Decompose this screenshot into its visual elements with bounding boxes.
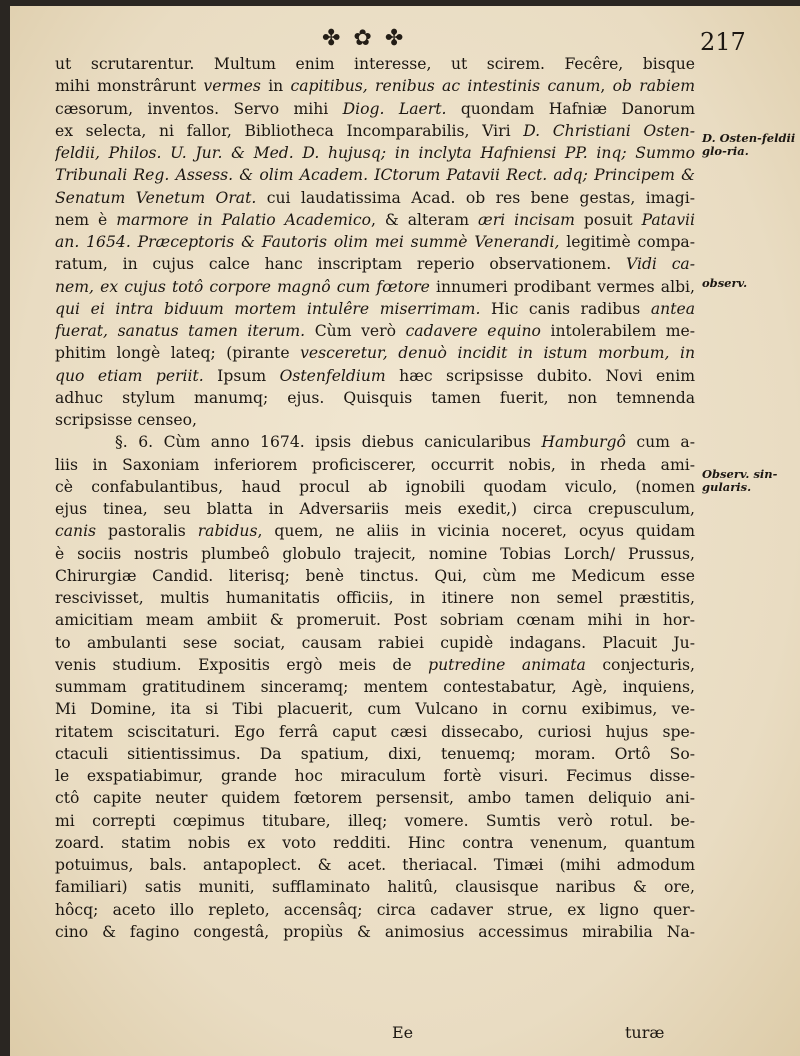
text-line [55, 765, 695, 787]
italic-segment: Vidi ca- [625, 255, 695, 274]
text-segment: cum a- [625, 433, 695, 452]
text-segment: hôcq; aceto illo repleto, accensâq; circa cadaver strue, ex ligno quer- [55, 900, 695, 919]
text-line [55, 899, 695, 921]
text-segment: scripsisse censeo, [55, 411, 197, 429]
text-segment: mihi monstrârunt [55, 77, 204, 96]
text-segment: cè confabulantibus, haud procul ab ignobili quodam viculo, (nomen [55, 477, 695, 496]
ornament: ✤ ✿ ✤ [322, 26, 407, 51]
text-segment: hæc scripsisse dubito. Novi enim [385, 366, 695, 385]
text-line [55, 854, 695, 876]
text-line [55, 921, 695, 943]
text-segment: adhuc stylum manumq; ejus. Quisquis tamen fuerit, non temnenda [55, 388, 695, 407]
text-segment: intolerabilem me- [540, 322, 695, 340]
text-segment: quondam Hafniæ Danorum [446, 99, 695, 118]
italic-segment: vermes [203, 77, 261, 96]
italic-segment: Hamburgô [541, 433, 626, 452]
text-segment: amicitiam meam ambiit & promeruit. Post sobriam cœnam mihi in hor- [55, 611, 695, 630]
text-segment: venis studium. Expositis ergò meis de [55, 655, 429, 674]
text-segment: ctaculi sitientissimus. Da spatium, dixi, tenuemq; moram. Ortô So- [55, 744, 695, 763]
text-line [55, 698, 695, 720]
italic-segment: an. 1654. Præceptoris & Fautoris olim mei summè Venerandi, [55, 233, 560, 251]
italic-segment: Ostenfeldium [279, 366, 386, 385]
text-line [55, 342, 695, 364]
text-segment: le exspatiabimur, grande hoc miraculum fortè visuri. Fecimus disse- [55, 767, 695, 785]
text-segment: ritatem sciscitaturi. Ego ferrâ caput cæsi dissecabo, curiosi hujus spe- [55, 722, 695, 741]
signature-mark: Ee [392, 1023, 414, 1042]
text-segment: Hic canis radibus [480, 299, 651, 318]
text-segment: conjecturis, [585, 655, 695, 674]
text-line [55, 53, 695, 75]
text-line [55, 454, 695, 476]
text-line [55, 142, 695, 164]
text-segment: innumeri prodibant vermes albi, [429, 277, 695, 296]
text-segment: cino & fagino congestâ, propiùs & animosius accessimus mirabilia Na- [55, 922, 695, 941]
text-line [55, 520, 695, 542]
text-segment: to ambulanti sese sociat, causam rabiei cupidè indagans. Placuit Ju- [55, 633, 695, 652]
text-line [55, 365, 695, 387]
italic-segment: Senatum Venetum Orat. [55, 188, 257, 207]
italic-segment: fuerat, sanatus tamen iterum. [55, 322, 306, 340]
text-segment: cui laudatissima Acad. ob res bene gestas, imagi- [256, 188, 695, 207]
italic-segment: nem, ex cujus totô corpore magnô cum fœtore [55, 277, 430, 296]
text-line [55, 209, 695, 231]
text-segment: , quem, ne aliis in vicinia noceret, ocyus quidam [257, 522, 695, 541]
text-line [55, 654, 695, 676]
text-line [55, 409, 695, 431]
text-segment: summam gratitudinem sinceramq; mentem contestabatur, Agè, inquiens, [55, 678, 695, 696]
italic-segment: canis [55, 522, 97, 541]
text-segment: Cùm verò [305, 322, 406, 340]
text-segment: Ipsum [203, 366, 280, 385]
text-line [55, 320, 695, 342]
catchword: turæ [625, 1023, 665, 1042]
text-segment: nem è [55, 210, 117, 229]
italic-segment: ob rabiem [612, 77, 695, 96]
text-segment: posuit [574, 210, 642, 229]
margin-note: D. Osten-feldii glo-ria. [702, 131, 796, 158]
text-segment: cæsorum, inventos. Servo mihi [55, 99, 343, 118]
text-segment: ratum, in cujus calce hanc inscriptam reperio observationem. [55, 255, 626, 274]
text-segment: ctô capite neuter quidem fœtorem persensit, ambo tamen deliquio ani- [55, 789, 695, 808]
text-segment: Chirurgiæ Candid. literisq; benè tinctus. Qui, cùm me Medicum esse [55, 566, 695, 585]
margin-note: Observ. sin-gularis. [702, 467, 778, 494]
text-segment: pastoralis [96, 522, 198, 541]
italic-segment: antea [650, 299, 695, 318]
text-segment: §. 6. Cùm anno 1674. ipsis diebus canicularibus [115, 433, 542, 452]
text-line [55, 187, 695, 209]
italic-segment: Diog. Laert. [342, 99, 447, 118]
text-segment: familiari) satis muniti, sufflaminato halitû, clausisque naribus & ore, [55, 878, 695, 897]
text-line [55, 632, 695, 654]
text-segment: mi correpti cœpimus titubare, illeq; vomere. Sumtis verò rotul. be- [55, 811, 695, 830]
text-segment: phitim longè lateq; (pirante [55, 344, 301, 363]
margin-note: observ. [702, 276, 748, 290]
text-line [55, 231, 695, 253]
italic-segment: putredine animata [428, 655, 586, 674]
italic-segment: quo etiam periit. [55, 366, 204, 385]
text-line [55, 565, 695, 587]
text-segment: ejus tinea, seu blatta in Adversariis meis exedit,) circa crepusculum, [55, 500, 695, 518]
text-segment: liis in Saxoniam inferiorem proficiscerer, occurrit nobis, in rheda ami- [55, 455, 695, 474]
text-line [55, 298, 695, 320]
text-segment: in [260, 77, 291, 96]
text-segment: è sociis nostris plumbeô globulo trajecit, nomine Tobias Lorch/ Prussus, [55, 544, 695, 563]
italic-segment: marmore in Palatio Academico [116, 210, 371, 229]
italic-segment: Tribunali Reg. Assess. & olim Academ. ICtorum Patavii Rect. adq; Principem & [55, 166, 695, 185]
text-segment: legitimè compa- [559, 233, 695, 251]
text-segment: , [600, 77, 613, 96]
text-line [55, 832, 695, 854]
italic-segment: Patavii [641, 210, 695, 229]
italic-segment: D. Christiani Osten- [523, 121, 695, 140]
text-line [55, 164, 695, 186]
text-line [55, 431, 695, 453]
text-line [55, 75, 695, 97]
text-line [55, 609, 695, 631]
text-segment: ex selecta, ni fallor, Bibliotheca Incomparabilis, Viri [55, 121, 524, 140]
text-segment: rescivisset, multis humanitatis officiis, in itinere non semel præstitis, [55, 589, 695, 607]
text-line [55, 387, 695, 409]
text-line [55, 276, 695, 298]
text-line [55, 253, 695, 275]
text-line [55, 721, 695, 743]
text-line [55, 876, 695, 898]
text-segment: ut scrutarentur. Multum enim interesse, ut scirem. Fecêre, bisque [55, 55, 695, 73]
italic-segment: qui ei intra biduum mortem intulêre miserrimam. [55, 299, 481, 318]
text-line [55, 743, 695, 765]
italic-segment: feldii, Philos. U. Jur. & Med. D. hujusq; in inclyta Hafniensi PP. inq; Summo [55, 144, 695, 162]
text-line [55, 498, 695, 520]
text-segment: zoard. statim nobis ex voto redditi. Hinc contra venenum, quantum [55, 833, 695, 852]
text-line [55, 98, 695, 120]
body-text [55, 53, 695, 943]
text-line [55, 676, 695, 698]
text-segment: , & alteram [370, 210, 479, 229]
text-line [55, 587, 695, 609]
italic-segment: rabidus [197, 522, 258, 541]
italic-segment: cadavere equino [405, 322, 541, 340]
footer [10, 1023, 800, 1047]
text-line [55, 476, 695, 498]
italic-segment: capitibus, renibus ac intestinis canum [290, 77, 601, 96]
text-line [55, 120, 695, 142]
book-page [10, 6, 800, 1056]
italic-segment: æri incisam [478, 210, 575, 229]
text-line [55, 810, 695, 832]
text-segment: Mi Domine, ita si Tibi placuerit, cum Vulcano in cornu exibimus, ve- [55, 700, 695, 719]
text-line [55, 543, 695, 565]
page-number: 217 [700, 28, 746, 56]
text-line [55, 787, 695, 809]
text-segment: potuimus, bals. antapoplect. & acet. theriacal. Timæi (mihi admodum [55, 856, 695, 874]
italic-segment: vesceretur, denuò incidit in istum morbum, in [300, 344, 695, 363]
